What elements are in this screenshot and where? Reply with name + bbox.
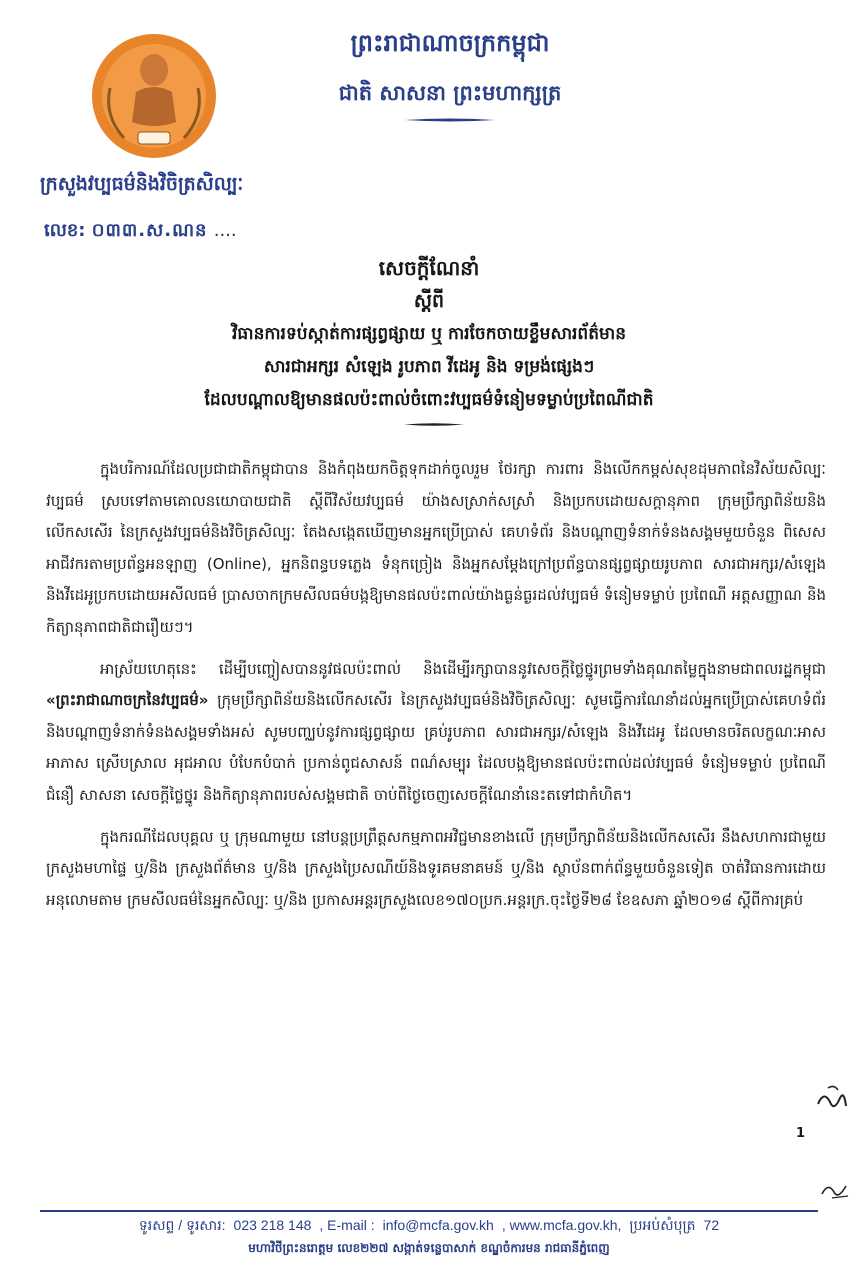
footer-contact: [40, 1216, 818, 1237]
po-box-label: ប្រអប់សំបុត្រ: [629, 1217, 696, 1233]
reference-label: លេខ:: [44, 220, 86, 241]
reference-value: ០៣៣.ស.ណន: [91, 220, 208, 241]
footer-divider: [40, 1210, 818, 1212]
ministry-emblem-logo: [88, 30, 220, 162]
document-heading: សេចក្តីណែនាំ: [378, 256, 480, 280]
document-about: ស្តីពី: [413, 290, 445, 312]
paragraph-2-start: អាស្រ័យហេតុនេះ ដើម្បីបញ្ចៀសបាននូវផលប៉ះពាល់ និងដើម្បីរក្សាបាននូវសេចក្តីថ្លៃថ្នូរព្រមទាំងគុណតម្លៃក្នុងនាមជាពលរដ្ឋកម្ពុជា: [100, 659, 826, 678]
kingdom-of-culture-quote: «ព្រះរាជាណាចក្រនៃវប្បធម៌»: [46, 691, 209, 710]
paragraph-2: [46, 654, 826, 812]
paragraph-2-end: ក្រុមប្រឹក្សាពិន័យនិងលើកសសើរ នៃក្រសួងវប្បធម៌និងវិចិត្រសិល្បៈ សូមធ្វើការណែនាំដល់អ្នកប្រើប្រាស់គេហទំព័រនិងបណ្តាញទំនាក់ទំនងសង្គមទាំងអស់ សូមបញ្ឈប់នូវការផ្សព្វផ្សាយ គ្រប់រូបភាព សារជាអក្សរ/សំឡេង និងវីដេអូ ដែលមានចរិតលក្ខណៈអាសអាភាស ស្រើបស្រាល អុជអាល បំបែកបំបាក់ ប្រកាន់ពូជសាសន៍ ពណ៌សម្បុរ ដែលបង្កឱ្យមានផលប៉ះពាល់ដល់វប្បធម៌ ទំនៀមទម្លាប់ ប្រពៃណី ជំនឿ សាសនា សេចក្តីថ្លៃថ្នូរ និងកិត្យានុភាពរបស់សង្គមជាតិ ចាប់ពីថ្ងៃចេញសេចក្តីណែនាំនេះតទៅជាកំហិត។: [46, 691, 826, 804]
footer-address: មហាវិថីព្រះនរោត្តម លេខ២២៧ សង្កាត់ទន្លេបាសាក់ ខណ្ឌចំការមន រាជធានីភ្នំពេញ: [248, 1241, 610, 1255]
motto-divider: [405, 118, 495, 122]
reference-number: [44, 218, 237, 245]
title-line-1: វិធានការទប់ស្កាត់ការផ្សព្វផ្សាយ ឬ ការចែកចាយខ្លឹមសារព័ត៌មាន: [231, 324, 626, 344]
handwritten-mark-icon: [818, 1176, 854, 1204]
title-line-2: សារជាអក្សរ សំឡេង រូបភាព វីដេអូ និង ទម្រង់ផ្សេងៗ: [263, 357, 595, 377]
phone-label: ទូរសព្ទ / ទូរសារ:: [138, 1217, 226, 1233]
po-box-number: 72: [703, 1217, 720, 1233]
national-motto: ជាតិ សាសនា ព្រះមហាក្សត្រ: [338, 80, 562, 105]
email-label: , E-mail :: [319, 1217, 375, 1233]
page-number: 1: [796, 1126, 806, 1141]
reference-dots: ....: [213, 220, 237, 241]
initial-signature-icon: [812, 1080, 852, 1120]
title-divider: [404, 423, 464, 426]
kingdom-title: ព្រះរាជាណាចក្រកម្ពុជា: [350, 28, 550, 57]
title-line-3: ដែលបណ្តាលឱ្យមានផលប៉ះពាល់ចំពោះវប្បធម៌ទំនៀមទម្លាប់ប្រពៃណីជាតិ: [204, 390, 654, 410]
paragraph-3: ក្នុងករណីដែលបុគ្គល ឬ ក្រុមណាមួយ នៅបន្តប្រព្រឹត្តសកម្មភាពអវិជ្ជមានខាងលើ ក្រុមប្រឹក្សាពិន័យនិងលើកសសើរ នឹងសហការជាមួយក្រសួងមហាផ្ទៃ ឬ/និង ក្រសួងព័ត៌មាន ឬ/និង ក្រសួងប្រៃសណីយ៍និងទូរគមនាគមន៍ ឬ/និង ស្ថាប័នពាក់ព័ន្ធមួយចំនួនទៀត ចាត់វិធានការដោយអនុលោមតាម ក្រមសីលធម៌នៃអ្នកសិល្បៈ ឬ/និង ប្រកាសអន្តរក្រសួងលេខ១៧០ប្រក.អន្តរក្រ.ចុះថ្ងៃទី២៨ ខែឧសភា ឆ្នាំ២០១៨ ស្តីពីការគ្រប់: [46, 827, 826, 909]
document-body: [46, 454, 826, 926]
ministry-name: ក្រសួងវប្បធម៌និងវិចិត្រសិល្បៈ: [40, 173, 244, 195]
website: , www.mcfa.gov.kh,: [501, 1217, 622, 1233]
document-title-block: [40, 252, 818, 417]
email-address: info@mcfa.gov.kh: [382, 1217, 494, 1233]
phone-number: 023 218 148: [233, 1217, 312, 1233]
paragraph-1: ក្នុងបរិការណ៍ដែលប្រជាជាតិកម្ពុជាបាន និងកំពុងយកចិត្តទុកដាក់ចូលរួម ថែរក្សា ការពារ និងលើកកម្ពស់សុខដុមភាពនៃវិស័យសិល្បៈ វប្បធម៌ ស្របទៅតាមគោលនយោបាយជាតិ ស្តីពីវិស័យវប្បធម៌ យ៉ាងសស្រាក់សស្រាំ និងប្រកបដោយសក្តានុភាព ក្រុមប្រឹក្សាពិន័យនិងលើកសសើរ នៃក្រសួងវប្បធម៌និងវិចិត្រសិល្បៈ តែងសង្កេតឃើញមានអ្នកប្រើប្រាស់ គេហទំព័រ និងបណ្តាញទំនាក់ទំនងសង្គមមួយចំនួន ពិសេសអាជីវករតាមប្រព័ន្ធអនឡាញ (Online), អ្នកនិពន្ធបទភ្លេង ទំនុកច្រៀង និងអ្នកសម្តែងក្រៅប្រព័ន្ធបានផ្សព្វផ្សាយរូបភាព សារជាអក្សរ/សំឡេង និងវីដេអូប្រកបដោយអសីលធម៌ ប្រាសចាកក្រមសីលធម៌បង្កឱ្យមានផលប៉ះពាល់យ៉ាងធ្ងន់ធ្ងរដល់វប្បធម៌ ទំនៀមទម្លាប់ ប្រពៃណី អត្តសញ្ញាណ និងកិត្យានុភាពជាតិជារឿយៗ។: [46, 460, 826, 636]
